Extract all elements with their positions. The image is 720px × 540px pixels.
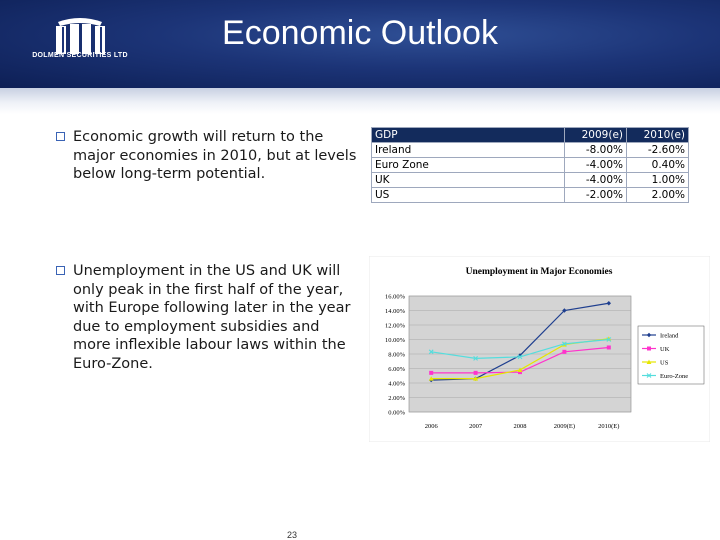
table-row [372, 158, 689, 173]
y-tick-label: 8.00% [388, 351, 405, 359]
table-header-row [372, 128, 689, 143]
y-tick-label: 0.00% [388, 409, 405, 417]
legend-label: Euro-Zone [660, 373, 689, 380]
bullet-text: Economic growth will return to the major economies in 2010, but at levels below long-term potential. [73, 129, 357, 182]
table-header-cell: 2009(e) [565, 128, 627, 143]
table-cell: -4.00% [565, 173, 627, 188]
logo-text: DOLMEN SECURITIES LTD [32, 52, 128, 59]
series-point-uk [429, 371, 433, 375]
table-cell: 2.00% [627, 188, 689, 203]
bullet-text: Unemployment in the US and UK will only peak in the first half of the year, with Europe following later in the year due to employment subsidies and more inflexible labour laws within the Euro-Zone. [73, 263, 351, 372]
table-cell: -2.00% [565, 188, 627, 203]
y-tick-label: 4.00% [388, 380, 405, 388]
table-cell: 0.40% [627, 158, 689, 173]
y-tick-label: 2.00% [388, 395, 405, 402]
x-tick-label: 2009(E) [553, 423, 576, 430]
table-cell: UK [372, 173, 565, 188]
bullet-unemployment [56, 262, 356, 382]
table-cell: 1.00% [627, 173, 689, 188]
company-logo [20, 10, 140, 68]
x-tick-label: 2007 [469, 423, 483, 430]
bullet-box-icon [56, 266, 65, 275]
y-tick-label: 10.00% [384, 337, 405, 344]
legend-label: Ireland [660, 332, 679, 340]
series-point-uk [562, 350, 566, 354]
series-point-uk [607, 345, 611, 349]
series-point-uk [474, 371, 478, 375]
table-cell: -2.60% [627, 143, 689, 158]
table-cell: Ireland [372, 143, 565, 158]
table-cell: Euro Zone [372, 158, 565, 173]
table-cell: US [372, 188, 565, 203]
legend-label: UK [660, 346, 670, 353]
chart-svg [369, 256, 710, 442]
table-cell: -8.00% [565, 143, 627, 158]
x-tick-label: 2006 [424, 423, 438, 430]
table-row [372, 188, 689, 203]
table-cell: -4.00% [565, 158, 627, 173]
bullet-box-icon [56, 132, 65, 141]
unemployment-chart [369, 256, 710, 442]
legend-marker [647, 347, 651, 351]
header-fade [0, 88, 720, 114]
x-tick-label: 2010(E) [598, 423, 620, 430]
page-number: 23 [287, 530, 298, 540]
x-tick-label: 2008 [513, 423, 527, 430]
gdp-table [371, 127, 689, 203]
y-tick-label: 6.00% [388, 366, 405, 373]
page-title: Economic Outlook [222, 14, 498, 52]
chart-title: Unemployment in Major Economies [465, 267, 613, 277]
table-header-cell: 2010(e) [627, 128, 689, 143]
y-tick-label: 16.00% [384, 293, 405, 301]
bullet-growth [56, 128, 356, 188]
y-tick-label: 14.00% [384, 308, 405, 315]
legend-label: US [660, 359, 669, 367]
table-row [372, 173, 689, 188]
table-row [372, 143, 689, 158]
table-header-cell: GDP [372, 128, 565, 143]
y-tick-label: 12.00% [384, 322, 405, 330]
